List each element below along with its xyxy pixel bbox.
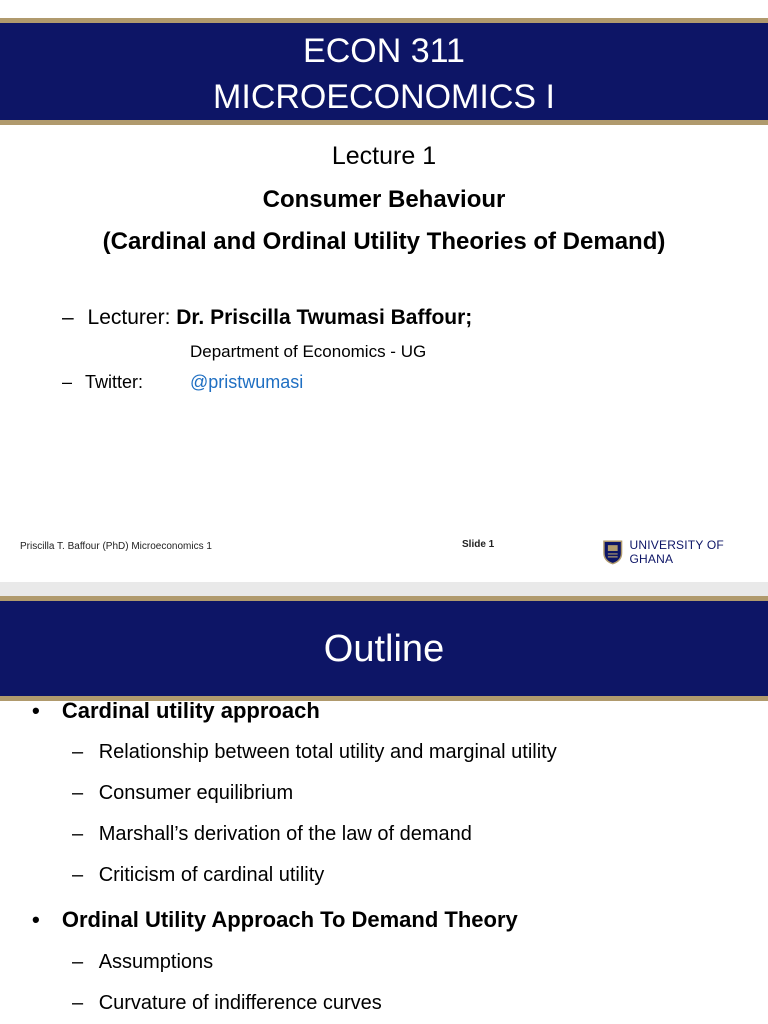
footer-author: Priscilla T. Baffour (PhD) Microeconomics 1 — [20, 541, 212, 552]
twitter-handle-link[interactable]: @pristwumasi — [190, 372, 304, 392]
dash-marker: – — [62, 306, 74, 329]
outline-title: Outline — [323, 628, 445, 670]
lecture-number: Lecture 1 — [331, 142, 437, 170]
outline-section-heading — [32, 698, 320, 724]
slide2-title-band — [0, 596, 768, 701]
department-name: Department of Economics - UG — [190, 342, 427, 361]
outline-item-text: Assumptions — [98, 951, 214, 973]
course-code: ECON 311 — [303, 32, 465, 70]
lecturer-line — [62, 306, 472, 330]
outline-item-text: Relationship between total utility and marginal utility — [98, 741, 557, 763]
section-heading-text: Cardinal utility approach — [61, 698, 320, 723]
university-crest-icon — [602, 539, 624, 565]
dash-marker: – — [72, 992, 84, 1014]
outline-item — [72, 951, 213, 974]
twitter-label: Twitter: — [85, 372, 144, 392]
dash-marker: – — [72, 741, 84, 763]
dash-marker: – — [72, 823, 84, 845]
dash-marker: – — [72, 864, 84, 886]
university-name: UNIVERSITY OF GHANA — [629, 538, 724, 566]
outline-item — [72, 823, 472, 846]
outline-section-heading — [32, 907, 518, 933]
lecturer-label: Lecturer: — [87, 306, 171, 329]
lecture-topic: Consumer Behaviour — [262, 186, 506, 213]
outline-item-text: Criticism of cardinal utility — [98, 864, 325, 886]
bullet-marker: • — [32, 698, 40, 723]
outline-item — [72, 992, 382, 1015]
outline-item-text: Consumer equilibrium — [98, 782, 294, 804]
footer-slide-number: Slide 1 — [462, 539, 495, 550]
dash-marker: – — [72, 951, 84, 973]
lecturer-name: Dr. Priscilla Twumasi Baffour; — [176, 306, 473, 329]
outline-item — [72, 741, 557, 764]
slide-separator — [0, 582, 768, 596]
outline-item-text: Marshall’s derivation of the law of demand — [98, 823, 472, 845]
dash-marker: – — [72, 782, 84, 804]
section-heading-text: Ordinal Utility Approach To Demand Theory — [61, 907, 518, 932]
slide1-title-band — [0, 18, 768, 125]
outline-item — [72, 782, 293, 805]
outline-item — [72, 864, 324, 887]
dash-marker: – — [62, 372, 73, 392]
university-logo — [602, 538, 768, 566]
outline-item-text: Curvature of indifference curves — [98, 992, 382, 1014]
bullet-marker: • — [32, 907, 40, 932]
course-title: MICROECONOMICS I — [213, 78, 555, 116]
twitter-line — [62, 372, 143, 393]
lecture-subtopic: (Cardinal and Ordinal Utility Theories of Demand) — [102, 228, 666, 255]
